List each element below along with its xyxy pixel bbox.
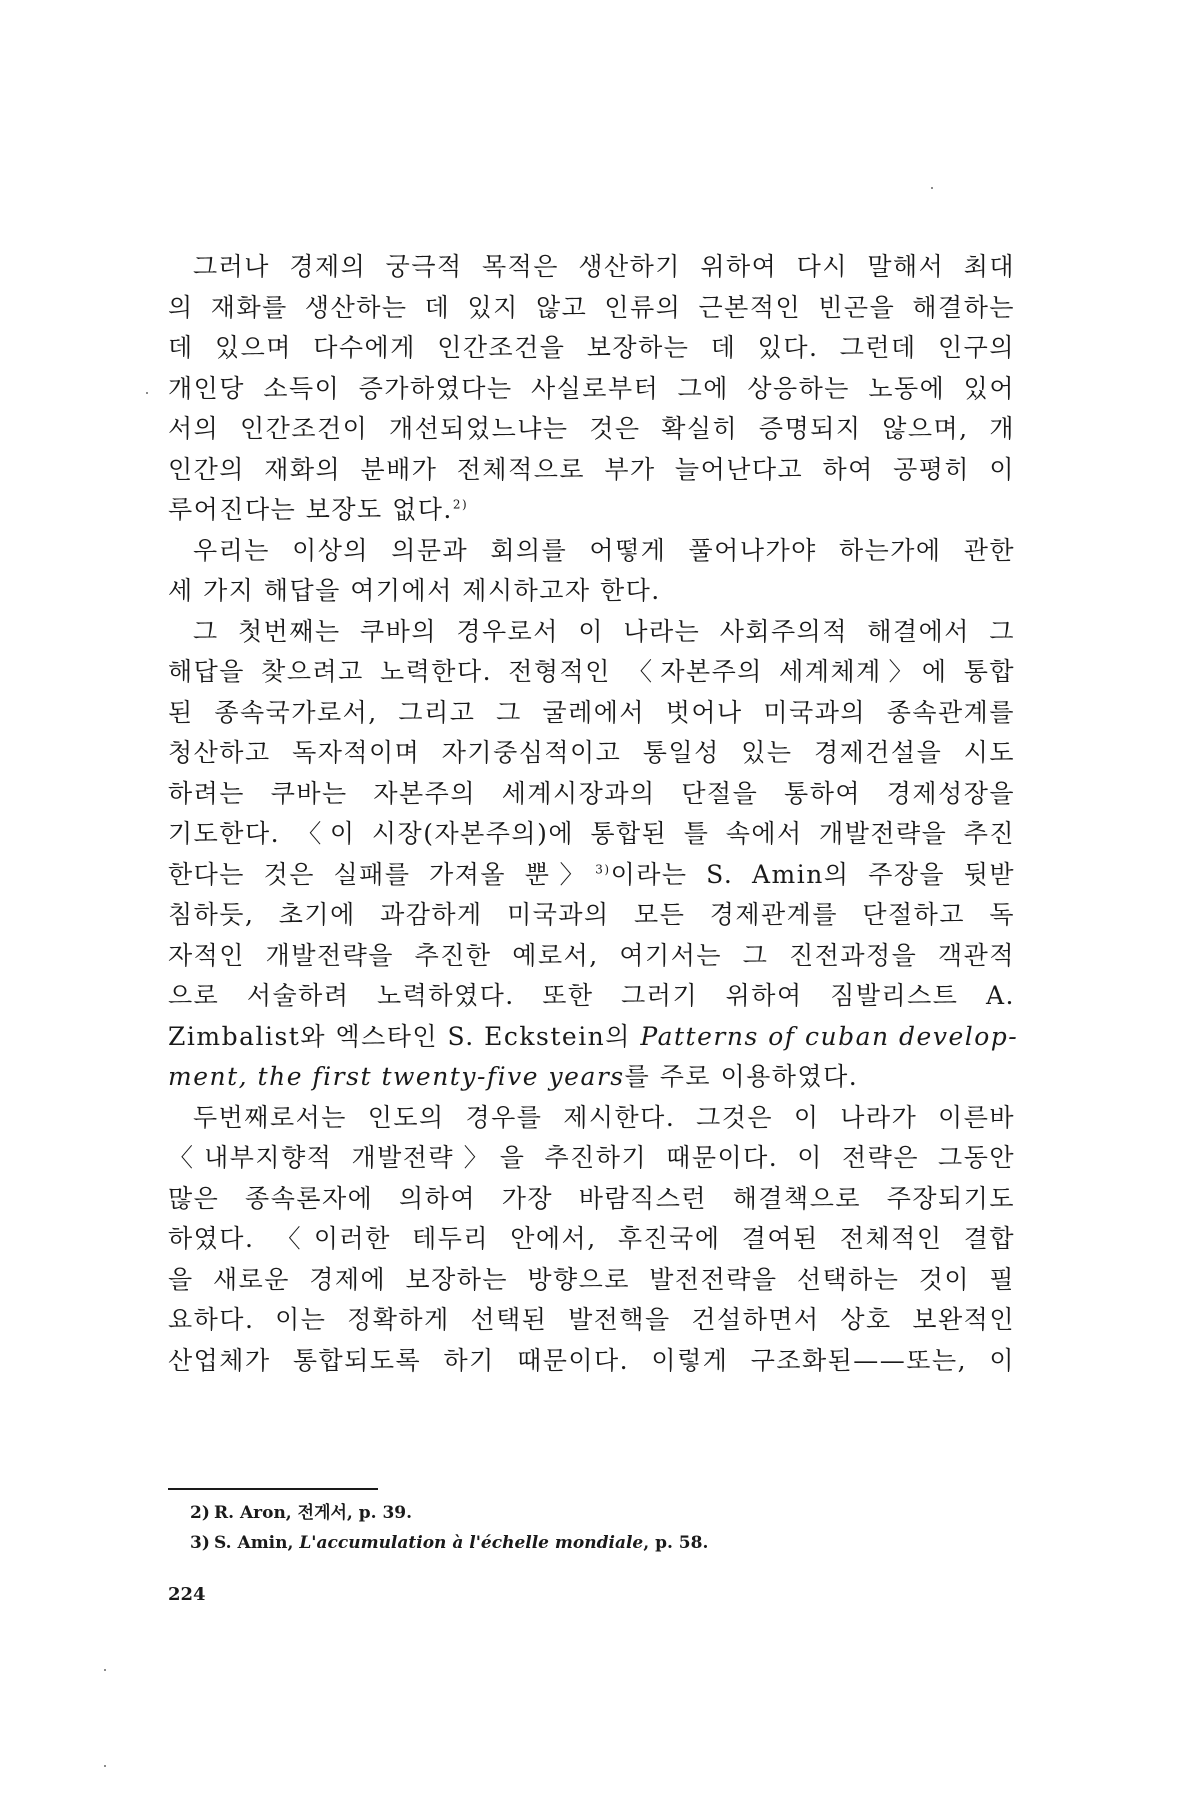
- footnote-number: 3): [190, 1533, 210, 1553]
- text-line: 그 첫번째는 쿠바의 경우로서 이 나라는 사회주의적 해결에서 그: [193, 616, 1015, 646]
- text-line-content: 한다는 것은 실패를 가져올 뿐〉: [168, 859, 596, 889]
- text-line: [168, 855, 1015, 896]
- scan-speck: [146, 392, 148, 394]
- text-line: 우리는 이상의 의문과 회의를 어떻게 풀어나가야 하는가에 관한: [193, 535, 1015, 565]
- text-line: 해답을 찾으려고 노력한다. 전형적인 〈자본주의 세계체계〉에 통합: [168, 657, 1015, 686]
- text-line: 데 있으며 다수에게 인간조건을 보장하는 데 있다. 그런데 인구의: [168, 333, 1015, 362]
- footnote-text: , p. 58.: [643, 1533, 709, 1553]
- text-line: 많은 종속론자에 의하여 가장 바람직스런 해결책으로 주장되기도: [168, 1183, 1015, 1213]
- text-line: [168, 1017, 1019, 1058]
- text-line-content: 를 주로 이용하였다.: [624, 1062, 859, 1091]
- text-line: 의 재화를 생산하는 데 있지 않고 인류의 근본적인 빈곤을 해결하는: [168, 292, 1015, 322]
- footnote-ref-2: 2): [452, 497, 469, 512]
- text-line: 으로 서술하려 노력하였다. 또한 그러기 위하여 짐발리스트 A.: [168, 981, 1015, 1010]
- scan-speck: [104, 1765, 106, 1767]
- text-line: 하려는 쿠바는 자본주의 세계시장과의 단절을 통하여 경제성장을: [168, 778, 1015, 808]
- text-line: 기도한다. 〈이 시장(자본주의)에 통합된 틀 속에서 개발전략을 추진: [168, 819, 1015, 848]
- text-line: [168, 490, 1015, 531]
- italic-title: Patterns of cuban develop-: [640, 1021, 1019, 1051]
- footnote-number: 2): [190, 1503, 210, 1523]
- text-line: 하였다. 〈이러한 테두리 안에서, 후진국에 결여된 전체적인 결합: [168, 1224, 1015, 1253]
- paragraph-1: [168, 247, 1015, 531]
- paragraph-4: [168, 1098, 1015, 1382]
- footnote-2: [190, 1498, 1010, 1528]
- text-line: [168, 1057, 1015, 1098]
- text-line: 된 종속국가로서, 그리고 그 굴레에서 벗어나 미국과의 종속관계를: [168, 697, 1015, 727]
- paragraph-2: [168, 531, 1015, 612]
- text-line: 개인당 소득이 증가하였다는 사실로부터 그에 상응하는 노동에 있어: [168, 373, 1015, 403]
- text-line: 침하듯, 초기에 과감하게 미국과의 모든 경제관계를 단절하고 독: [168, 900, 1015, 929]
- text-line: 청산하고 독자적이며 자기중심적이고 통일성 있는 경제건설을 시도: [168, 738, 1015, 767]
- page-number: 224: [168, 1584, 206, 1605]
- body-text: [168, 247, 1019, 1381]
- text-line-content: Zimbalist와 엑스타인 S. Eckstein의: [168, 1021, 631, 1051]
- text-line: 산업체가 통합되도록 하기 때문이다. 이렇게 구조화된——또는, 이: [168, 1345, 1015, 1375]
- footnote-ref-3: 3): [595, 862, 611, 877]
- footnote-3: [190, 1528, 1010, 1558]
- text-line: 〈내부지향적 개발전략〉을 추진하기 때문이다. 이 전략은 그동안: [168, 1143, 1015, 1172]
- text-line: 그러나 경제의 궁극적 목적은 생산하기 위하여 다시 말해서 최대: [193, 252, 1015, 281]
- text-line: 인간의 재화의 분배가 전체적으로 부가 늘어난다고 하여 공평히 이: [168, 454, 1015, 484]
- footnote-divider: [168, 1488, 378, 1490]
- text-line: 두번째로서는 인도의 경우를 제시한다. 그것은 이 나라가 이른바: [193, 1102, 1015, 1132]
- text-line: 요하다. 이는 정확하게 선택된 발전핵을 건설하면서 상호 보완적인: [168, 1305, 1015, 1334]
- paragraph-3: [168, 612, 1019, 1098]
- italic-title: ment, the first twenty-five years: [168, 1062, 625, 1091]
- text-line-content: 이라는 S. Amin의 주장을 뒷받: [610, 859, 1015, 889]
- text-line: 서의 인간조건이 개선되었느냐는 것은 확실히 증명되지 않으며, 개: [168, 414, 1015, 443]
- text-line-content: 루어진다는 보장도 없다.: [168, 495, 453, 524]
- scan-speck: [931, 187, 933, 189]
- text-line: 자적인 개발전략을 추진한 예로서, 여기서는 그 진전과정을 객관적: [168, 940, 1015, 970]
- footnotes: [190, 1498, 1010, 1558]
- footnote-text: R. Aron, 전게서, p. 39.: [214, 1503, 413, 1523]
- scan-speck: [104, 1669, 106, 1671]
- text-line: 을 새로운 경제에 보장하는 방향으로 발전전략을 선택하는 것이 필: [168, 1264, 1015, 1294]
- text-line: 세 가지 해답을 여기에서 제시하고자 한다.: [168, 576, 661, 605]
- footnote-text: S. Amin,: [214, 1533, 300, 1553]
- footnote-italic-title: L'accumulation à l'échelle mondiale: [299, 1533, 644, 1553]
